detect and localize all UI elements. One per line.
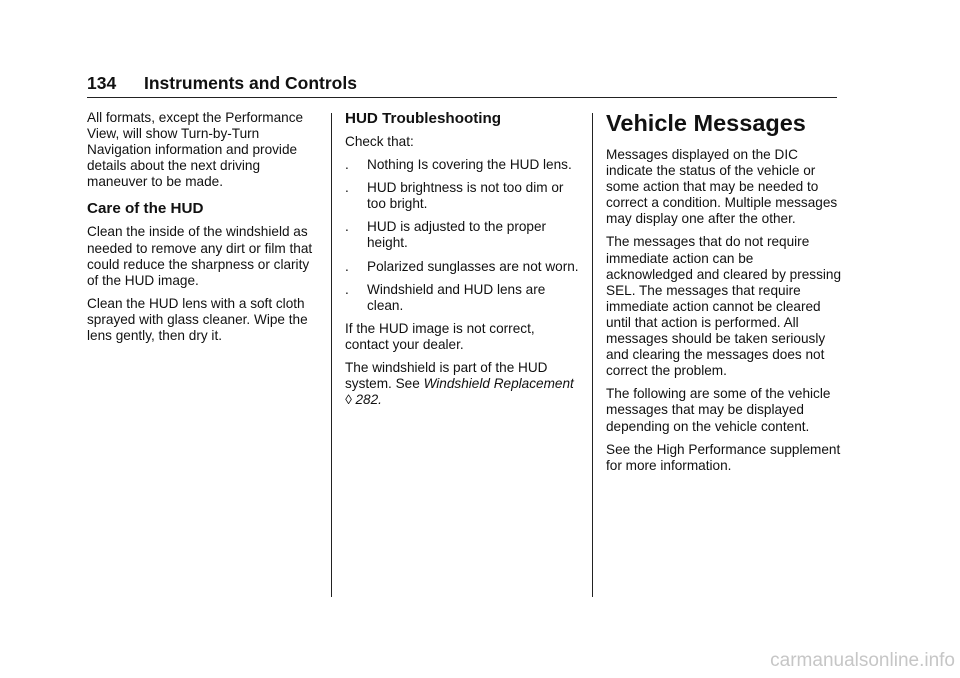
dealer-paragraph: If the HUD image is not correct, contact your dealer. [345, 320, 535, 352]
vehicle-messages-heading: Vehicle Messages [606, 110, 806, 136]
care-paragraph-2: Clean the HUD lens with a soft cloth sprayed with glass cleaner. Wipe the lens gently, then dry it. [87, 295, 308, 344]
section-title: Instruments and Controls [144, 73, 357, 93]
messages-paragraph-4: See the High Performance supplement for more information. [606, 441, 841, 473]
messages-paragraph-3: The following are some of the vehicle messages that may be displayed depending on the vehicle content. [606, 386, 831, 434]
intro-paragraph: All formats, except the Performance View, will show Turn-by-Turn Navigation information and provide details about the next driving maneuver to be made. [87, 110, 304, 190]
bullet-text: Polarized sunglasses are not worn. [367, 258, 579, 274]
bullet-marker: . [345, 219, 349, 235]
page-header [87, 71, 837, 98]
page-number: 134 [87, 73, 117, 93]
column-divider-2 [592, 113, 593, 597]
hud-troubleshooting-heading: HUD Troubleshooting [345, 110, 502, 127]
column-divider-1 [331, 113, 332, 597]
watermark: carmanualsonline.info [770, 650, 955, 671]
bullet-marker: . [345, 258, 349, 274]
bullet-item [345, 180, 581, 212]
column-left [87, 110, 319, 351]
messages-paragraph-1: Messages displayed on the DIC indicate the status of the vehicle or some action that may be needed to correct a condition. Multiple messages may display one after the other. [606, 147, 838, 227]
windshield-text: The windshield is part of the HUD system. See [345, 360, 548, 392]
check-lead: Check that: [345, 134, 414, 149]
bullet-text: Nothing Is covering the HUD lens. [367, 157, 572, 173]
windshield-paragraph [345, 360, 581, 408]
bullet-item [345, 259, 581, 275]
bullet-item [345, 219, 581, 251]
bullet-marker: . [345, 157, 349, 173]
windshield-replacement-link[interactable]: Windshield Replacement [423, 376, 574, 392]
bullet-item [345, 157, 581, 173]
column-middle [345, 110, 581, 415]
bullet-marker: . [345, 281, 349, 297]
bullet-text: Windshield and HUD lens are clean. [367, 281, 546, 313]
bullet-text: HUD is adjusted to the proper height. [367, 219, 547, 251]
bullet-text: HUD brightness is not too dim or too bright. [367, 180, 564, 212]
bullet-item [345, 282, 581, 314]
column-right [606, 110, 842, 481]
messages-paragraph-2: The messages that do not require immediate action can be acknowledged and cleared by pressing SEL. The messages that require immediate action cannot be cleared until that action is performed. All messages should be taken seriously and clearing the messages does not correct the problem. [606, 234, 842, 379]
care-of-hud-heading: Care of the HUD [87, 200, 204, 218]
page-reference-number[interactable]: 282. [355, 392, 382, 408]
page-reference-icon: ◊ [345, 392, 352, 408]
care-paragraph-1: Clean the inside of the windshield as needed to remove any dirt or film that could reduce the sharpness or clarity of the HUD image. [87, 224, 313, 288]
bullet-marker: . [345, 180, 349, 196]
